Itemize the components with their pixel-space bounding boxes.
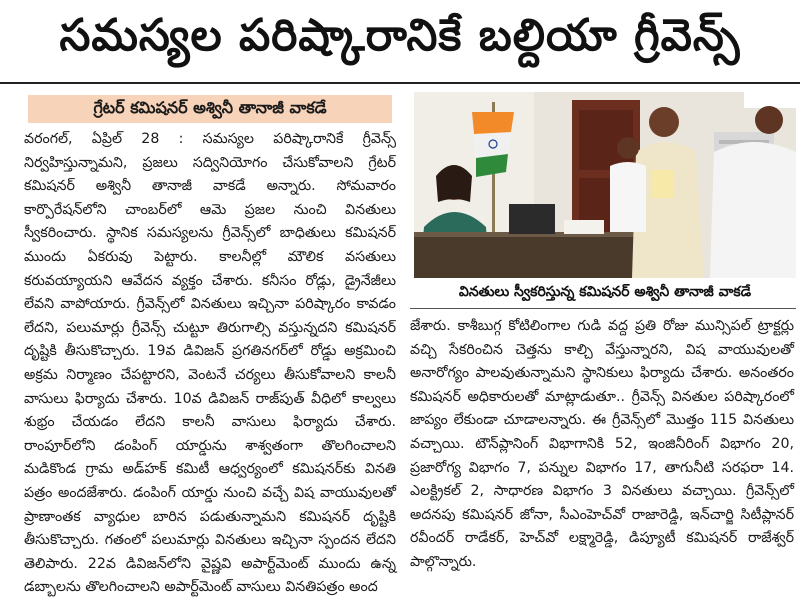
article-text-left: వరంగల్, ఏప్రిల్ 28 : సమస్యల పరిష్కారానికే గ్రీవెన్స్ నిర్వహిస్తున్నామని, ప్రజలు సద్వినియోగం చేసుకోవాలని గ్రేటర్ కమిషనర్ అశ్వినీ తానాజీ వాకడే అన్నారు. సోమవారం కార్పొరేషన్‌లోని చాంబర్‌లో ఆమె ప్రజల నుంచి వినతులు స్వీకరించారు. స్థానిక సమస్యలను గ్రీవెన్స్‌లో బాధితులు కమిషనర్ ముందు ఏకరువు పెట్టారు. కాలనీల్లో మౌలిక వసతులు కరువయ్యాయని ఆవేదన వ్యక్తం చేశారు. కనీసం రోడ్లు, డ్రైనేజీలు లేవని వాపోయారు. గ్రీవెన్స్‌లో వినతులు ఇచ్చినా పరిష్కారం కావడం లేదని, పలుమార్లు గ్రీవెన్స్ చుట్టూ తిరుగాల్సి వస్తున్నదని కమిషనర్ దృష్టికి తీసుకొచ్చారు. 19వ డివిజన్ ప్రగతినగర్‌లో రోడ్డు అక్రమించి అక్రమ నిర్మాణం చేపట్టారని, వెంటనే చర్యలు తీసుకోవాలని కాలనీ వాసులు ఫిర్యాదు చేశారు. 10వ డివిజన్ రాజ్‌పుత్ వీధిలో కాల్వలు శుభ్రం చేయడం లేదని కాలనీ వాసులు ఫిర్యాదు చేశారు. రాంపూర్‌లోని డంపింగ్ యార్డును శాశ్వతంగా తొలగించాలని మడికొండ గ్రామ అడ్‌హక్ కమిటీ ఆధ్వర్యంలో కమిషనర్‌కు వినతి పత్రం అందజేశారు. డంపింగ్ యార్డు నుంచి వచ్చే విష వాయువులతో ప్రాణాంతక వ్యాధుల బారిన పడుతున్నామని కమిషనర్ దృష్టికి తీసుకొచ్చారు. గతంలో పలుమార్లు వినతులు ఇచ్చినా స్పందన లేదని తెలిపారు. 22వ డివిజన్‌లోని వైష్ణవి అపార్ట్‌మెంట్ ముందు ఉన్న డబ్బాలను తొలగించాలని అపార్ట్‌మెంట్ వాసులు వినతిపత్రం అంద: [24, 131, 397, 596]
photo-illustration: [414, 92, 796, 278]
article-left-column: [24, 128, 397, 596]
article-text-right: జేశారు. కాశీబుగ్గ కోటిలింగాల గుడి వద్ద ప్రతి రోజు మున్సిపల్ ట్రాక్టర్లు వచ్చి సేకరించిన చెత్తను కాల్చి వేస్తున్నారని, విష వాయువులతో అనారోగ్యం పాలవుతున్నామని స్థానికులు ఫిర్యాదు చేశారు. అనంతరం కమిషనర్ అధికారులతో మాట్లాడుతూ.. గ్రీవెన్స్ వినతుల పరిష్కారంలో జాప్యం లేకుండా చూడాలన్నారు. ఈ గ్రీవెన్స్‌లో మొత్తం 115 వినతులు వచ్చాయి. టౌన్‌ప్లానింగ్ విభాగానికి 52, ఇంజినీరింగ్ విభాగం 20, ప్రజారోగ్య విభాగం 7, పన్నుల విభాగం 17, తాగునీటి సరఫరా 14. ఎలక్ట్రికల్ 2, సాధారణ విభాగం 3 వినతులు వచ్చాయి. గ్రీవెన్స్‌లో అదనపు కమిషనర్ జోనా, సీఎంహెచ్‌వో రాజారెడ్డి, ఇన్‌చార్జి సిటీప్లానర్ రవీందర్ రాడేకర్, హెచ్‌వో లక్ష్మారెడ్డి, డిప్యూటీ కమిషనర్ రాజేశ్వర్ పాల్గొన్నారు.: [410, 318, 794, 570]
byline: గ్రేటర్ కమిషనర్ అశ్వినీ తానాజీ వాకడే: [28, 95, 392, 123]
article-right-column: [410, 315, 794, 570]
caption-divider: [410, 308, 796, 309]
photo-caption: వినతులు స్వీకరిస్తున్న కమిషనర్ అశ్వినీ తానాజీ వాకడే: [458, 283, 752, 300]
headline-divider: [0, 82, 800, 84]
headline: సమస్యల పరిష్కారానికే బల్దియా గ్రీవెన్స్: [59, 10, 741, 61]
news-photo: [414, 92, 796, 278]
